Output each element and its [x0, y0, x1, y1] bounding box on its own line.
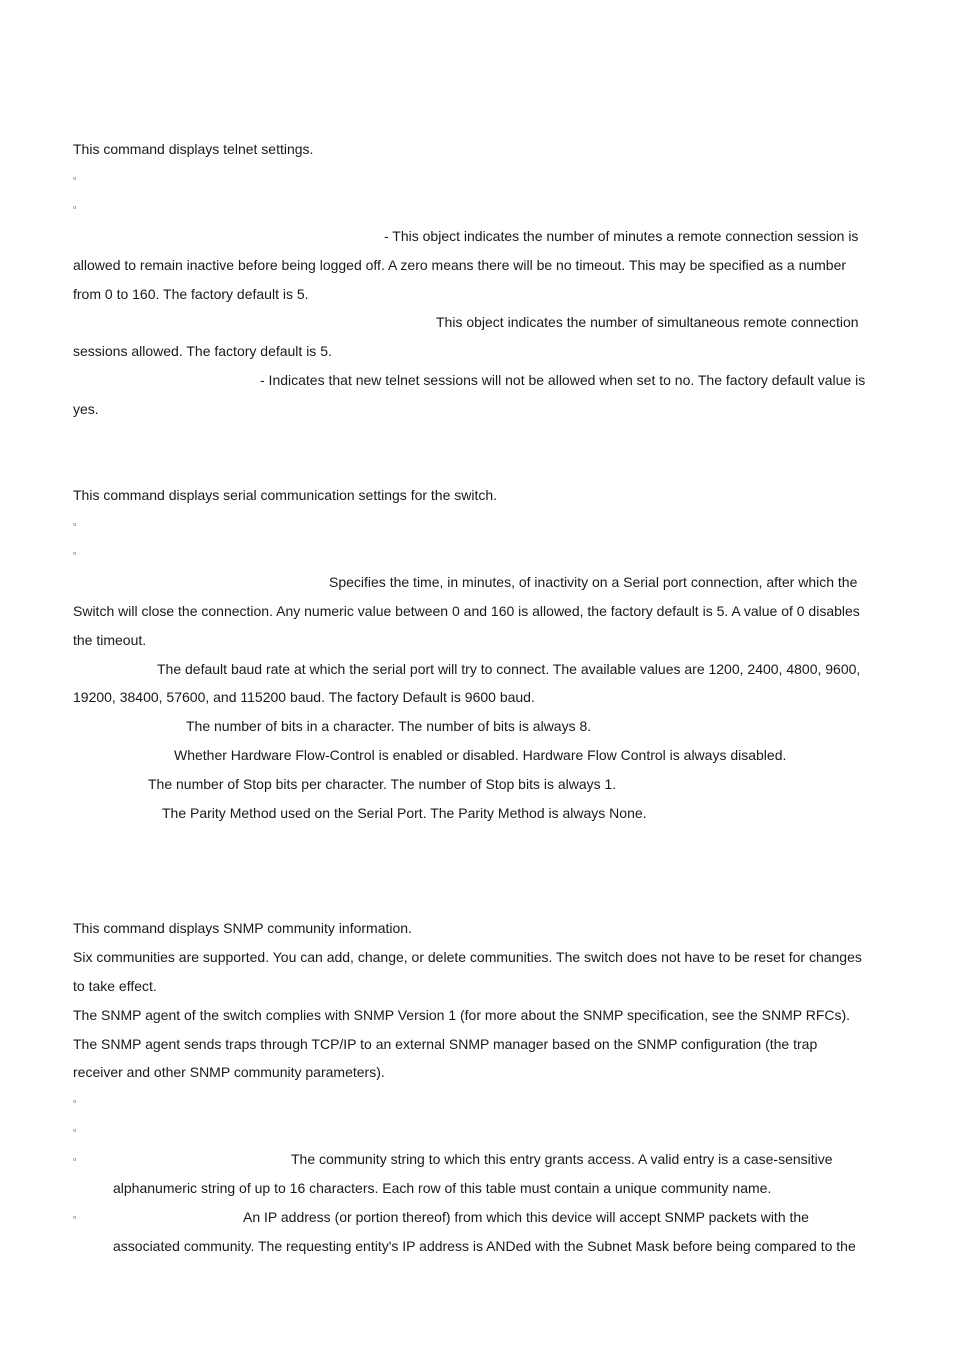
snmp-community-desc-cont: alphanumeric string of up to 16 characters. Each row of this table must contain a unique community name. [113, 1180, 772, 1196]
telnet-intro: This command displays telnet settings. [73, 141, 314, 157]
bullet-icon: ▫ [73, 1096, 77, 1106]
snmp-intro: This command displays SNMP community information. [73, 920, 412, 936]
bullet-icon: ▫ [73, 173, 77, 183]
telnet-sessions-desc-cont: sessions allowed. The factory default is 5. [73, 343, 332, 359]
serial-timeout-desc-cont: the timeout. [73, 632, 147, 648]
snmp-paragraph: The SNMP agent of the switch complies with SNMP Version 1 (for more about the SNMP specification, see the SNMP RFCs). [73, 1007, 851, 1023]
bullet-icon: ▫ [73, 1212, 77, 1222]
bullet-icon: ▫ [73, 519, 77, 529]
serial-intro: This command displays serial communication settings for the switch. [73, 487, 498, 503]
bullet-icon: ▫ [73, 548, 77, 558]
serial-timeout-desc-cont: Switch will close the connection. Any numeric value between 0 and 160 is allowed, the factory default is 5. A value of 0 disables [73, 603, 860, 619]
telnet-sessions-desc: This object indicates the number of simultaneous remote connection [436, 314, 859, 330]
snmp-paragraph-cont: to take effect. [73, 978, 157, 994]
snmp-ip-desc: An IP address (or portion thereof) from which this device will accept SNMP packets with the [243, 1209, 809, 1225]
serial-bits-desc: The number of bits in a character. The number of bits is always 8. [186, 718, 592, 734]
serial-baud-desc: The default baud rate at which the serial port will try to connect. The available values are 1200, 2400, 4800, 9600, [157, 661, 861, 677]
snmp-paragraph: Six communities are supported. You can add, change, or delete communities. The switch does not have to be reset for changes [73, 949, 862, 965]
serial-stop-desc: The number of Stop bits per character. The number of Stop bits is always 1. [148, 776, 617, 792]
snmp-paragraph-cont: receiver and other SNMP community parameters). [73, 1064, 385, 1080]
serial-baud-desc-cont: 19200, 38400, 57600, and 115200 baud. The factory Default is 9600 baud. [73, 689, 535, 705]
bullet-icon: ▫ [73, 1125, 77, 1135]
serial-flow-desc: Whether Hardware Flow-Control is enabled or disabled. Hardware Flow Control is always disabled. [174, 747, 787, 763]
serial-timeout-desc: Specifies the time, in minutes, of inactivity on a Serial port connection, after which the [329, 574, 858, 590]
snmp-paragraph: The SNMP agent sends traps through TCP/IP to an external SNMP manager based on the SNMP configuration (the trap [73, 1036, 818, 1052]
telnet-timeout-desc-cont: allowed to remain inactive before being logged off. A zero means there will be no timeout. This may be specified as a number [73, 257, 847, 273]
serial-parity-desc: The Parity Method used on the Serial Port. The Parity Method is always None. [162, 805, 647, 821]
telnet-timeout-desc: - This object indicates the number of minutes a remote connection session is [384, 228, 859, 244]
bullet-icon: ▫ [73, 1154, 77, 1164]
bullet-icon: ▫ [73, 202, 77, 212]
telnet-allow-desc: - Indicates that new telnet sessions will not be allowed when set to no. The factory default value is [260, 372, 866, 388]
telnet-timeout-desc-cont: from 0 to 160. The factory default is 5. [73, 286, 309, 302]
snmp-community-desc: The community string to which this entry grants access. A valid entry is a case-sensitive [291, 1151, 833, 1167]
telnet-allow-desc-cont: yes. [73, 401, 99, 417]
snmp-ip-desc-cont: associated community. The requesting entity's IP address is ANDed with the Subnet Mask before being compared to the [113, 1238, 856, 1254]
